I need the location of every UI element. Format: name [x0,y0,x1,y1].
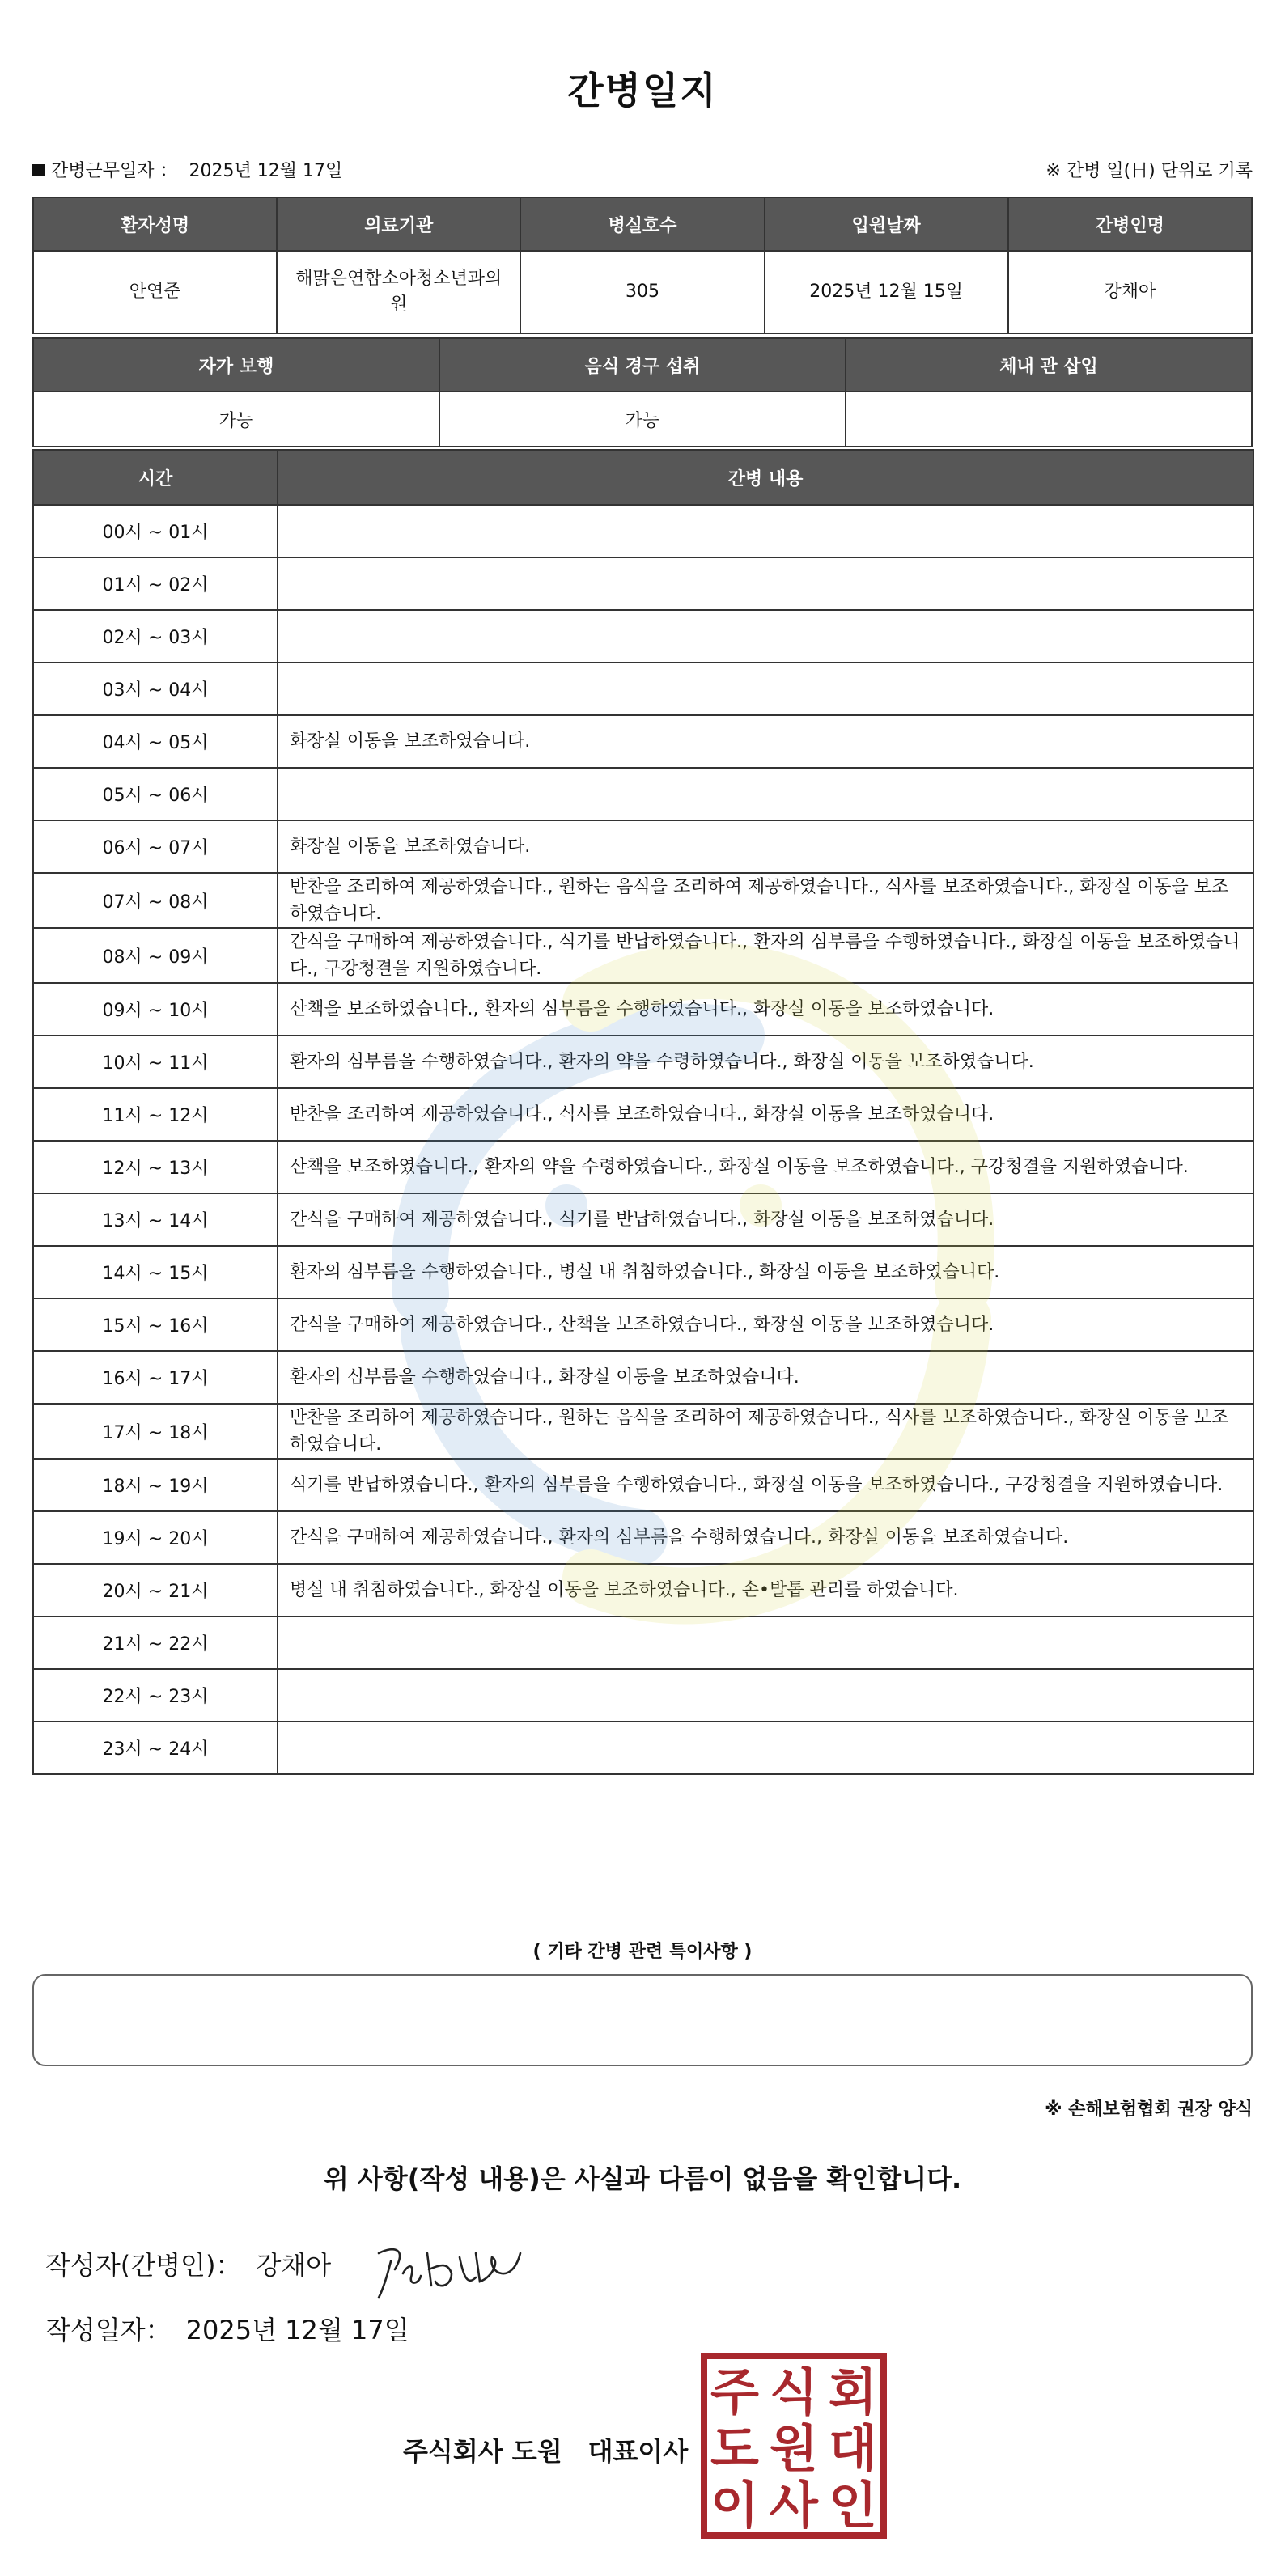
oral-intake-value: 가능 [439,392,846,447]
log-row [33,928,1253,983]
log-content: 반찬을 조리하여 제공하였습니다., 원하는 음식을 조리하여 제공하였습니다., 식사를 보조하였습니다., 화장실 이동을 보조하였습니다. [278,1404,1253,1459]
write-date-label: 작성일자： [45,2315,172,2345]
log-content: 병실 내 취침하였습니다., 화장실 이동을 보조하였습니다., 손•발톱 관리를 하였습니다. [278,1564,1253,1616]
header-institution: 의료기관 [277,197,520,251]
log-content [278,610,1253,663]
unit-notice: ※ 간병 일(日) 단위로 기록 [1045,161,1253,181]
write-date-value: 2025년 12월 17일 [185,2315,409,2345]
log-row [33,1141,1253,1193]
log-body [33,505,1253,1774]
log-row [33,1669,1253,1722]
log-content: 환자의 심부름을 수행하였습니다., 화장실 이동을 보조하였습니다. [278,1351,1253,1404]
log-time: 08시 ~ 09시 [33,928,278,983]
log-content [278,663,1253,715]
log-content: 간식을 구매하여 제공하였습니다., 산책을 보조하였습니다., 화장실 이동을 보조하였습니다. [278,1299,1253,1351]
document-title: 간병일지 [567,69,718,112]
log-time: 23시 ~ 24시 [33,1722,278,1774]
log-row [33,715,1253,768]
association-notice: ※ 손해보험협회 권장 양식 [1045,2099,1253,2120]
log-row [33,610,1253,663]
log-row [33,1299,1253,1351]
walking-value: 가능 [33,392,439,447]
log-row [33,1564,1253,1616]
log-content [278,505,1253,557]
log-time: 14시 ~ 15시 [33,1246,278,1299]
header-content: 간병 내용 [278,450,1253,505]
svg-text:대: 대 [829,2419,877,2478]
log-row [33,1459,1253,1511]
log-row [33,1616,1253,1669]
log-content [278,1722,1253,1774]
log-time: 03시 ~ 04시 [33,663,278,715]
log-time: 11시 ~ 12시 [33,1088,278,1141]
caregiver-name: 강채아 [1008,251,1252,333]
log-time: 12시 ~ 13시 [33,1141,278,1193]
log-content [278,1669,1253,1722]
log-content: 화장실 이동을 보조하였습니다. [278,715,1253,768]
signature-icon [371,2229,532,2302]
patient-header-row [33,197,1252,251]
header-admission-date: 입원날짜 [765,197,1008,251]
svg-text:원: 원 [770,2419,818,2478]
square-bullet-icon [32,164,45,176]
log-row [33,1351,1253,1404]
company-representative: 주식회사 도원 대표이사 [403,2436,689,2467]
other-notes-label: ( 기타 간병 관련 특이사항 ) [532,1942,753,1962]
patient-value-row [33,251,1252,333]
log-content: 간식을 구매하여 제공하였습니다., 환자의 심부름을 수행하였습니다., 화장실 이동을 보조하였습니다. [278,1511,1253,1564]
log-time: 15시 ~ 16시 [33,1299,278,1351]
log-time: 16시 ~ 17시 [33,1351,278,1404]
hourly-log-table [32,449,1254,1775]
writer-name: 강채아 [256,2250,332,2281]
tube-value [846,392,1252,447]
svg-text:회: 회 [829,2362,877,2421]
svg-text:이: 이 [710,2476,759,2535]
log-time: 06시 ~ 07시 [33,820,278,873]
log-row [33,1088,1253,1141]
confirmation-statement: 위 사항(작성 내용)은 사실과 다름이 없음을 확인합니다. [323,2163,962,2194]
patient-status-table [32,337,1253,447]
log-time: 21시 ~ 22시 [33,1616,278,1669]
log-row [33,1193,1253,1246]
company-seal-icon [701,2353,887,2539]
work-date [32,157,342,182]
log-time: 01시 ~ 02시 [33,557,278,610]
log-time: 00시 ~ 01시 [33,505,278,557]
log-row [33,820,1253,873]
room-number: 305 [520,251,764,333]
log-time: 13시 ~ 14시 [33,1193,278,1246]
header-time: 시간 [33,450,278,505]
log-content: 반찬을 조리하여 제공하였습니다., 식사를 보조하였습니다., 화장실 이동을 보조하였습니다. [278,1088,1253,1141]
header-room-number: 병실호수 [520,197,764,251]
log-content [278,768,1253,820]
admission-date: 2025년 12월 15일 [765,251,1008,333]
log-time: 09시 ~ 10시 [33,983,278,1036]
log-time: 18시 ~ 19시 [33,1459,278,1511]
svg-text:주: 주 [710,2362,759,2421]
log-row [33,663,1253,715]
log-content: 환자의 심부름을 수행하였습니다., 환자의 약을 수령하였습니다., 화장실 이동을 보조하였습니다. [278,1036,1253,1088]
log-row [33,1246,1253,1299]
log-content: 반찬을 조리하여 제공하였습니다., 원하는 음식을 조리하여 제공하였습니다., 식사를 보조하였습니다., 화장실 이동을 보조하였습니다. [278,873,1253,928]
log-content: 식기를 반납하였습니다., 환자의 심부름을 수행하였습니다., 화장실 이동을 보조하였습니다., 구강청결을 지원하였습니다. [278,1459,1253,1511]
other-notes-box [32,1974,1253,2066]
work-date-label: 간병근무일자 ： [51,161,178,181]
svg-text:식: 식 [770,2362,818,2421]
writer-label: 작성자(간병인)： [45,2250,242,2281]
log-time: 17시 ~ 18시 [33,1404,278,1459]
header-patient-name: 환자성명 [33,197,277,251]
header-tube: 체내 관 삽입 [846,338,1252,392]
log-content: 간식을 구매하여 제공하였습니다., 식기를 반납하였습니다., 환자의 심부름을 수행하였습니다., 화장실 이동을 보조하였습니다., 구강청결을 지원하였습니다. [278,928,1253,983]
log-header-row [33,450,1253,505]
patient-name: 안연준 [33,251,277,333]
work-date-row [32,157,1253,184]
svg-text:사: 사 [770,2476,818,2535]
institution: 해맑은연합소아청소년과의원 [277,251,520,333]
log-row [33,873,1253,928]
log-row [33,983,1253,1036]
log-row [33,505,1253,557]
log-row [33,1511,1253,1564]
svg-text:인: 인 [829,2476,877,2535]
log-row [33,557,1253,610]
log-content: 화장실 이동을 보조하였습니다. [278,820,1253,873]
log-time: 19시 ~ 20시 [33,1511,278,1564]
header-walking: 자가 보행 [33,338,439,392]
write-date-line [45,2310,409,2347]
log-row [33,1722,1253,1774]
header-oral-intake: 음식 경구 섭취 [439,338,846,392]
log-content: 간식을 구매하여 제공하였습니다., 식기를 반납하였습니다., 화장실 이동을 보조하였습니다. [278,1193,1253,1246]
work-date-value: 2025년 12월 17일 [189,161,343,181]
log-row [33,768,1253,820]
status-value-row [33,392,1252,447]
log-time: 05시 ~ 06시 [33,768,278,820]
svg-text:도: 도 [710,2419,759,2478]
log-content [278,1616,1253,1669]
status-header-row [33,338,1252,392]
log-content: 환자의 심부름을 수행하였습니다., 병실 내 취침하였습니다., 화장실 이동을 보조하였습니다. [278,1246,1253,1299]
log-content: 산책을 보조하였습니다., 환자의 심부름을 수행하였습니다., 화장실 이동을 보조하였습니다. [278,983,1253,1036]
log-row [33,1036,1253,1088]
log-time: 07시 ~ 08시 [33,873,278,928]
header-caregiver-name: 간병인명 [1008,197,1252,251]
log-content: 산책을 보조하였습니다., 환자의 약을 수령하였습니다., 화장실 이동을 보조하였습니다., 구강청결을 지원하였습니다. [278,1141,1253,1193]
log-content [278,557,1253,610]
patient-info-table [32,197,1253,334]
log-time: 20시 ~ 21시 [33,1564,278,1616]
log-time: 04시 ~ 05시 [33,715,278,768]
log-time: 02시 ~ 03시 [33,610,278,663]
log-row [33,1404,1253,1459]
log-time: 22시 ~ 23시 [33,1669,278,1722]
writer-line [45,2245,331,2282]
log-time: 10시 ~ 11시 [33,1036,278,1088]
